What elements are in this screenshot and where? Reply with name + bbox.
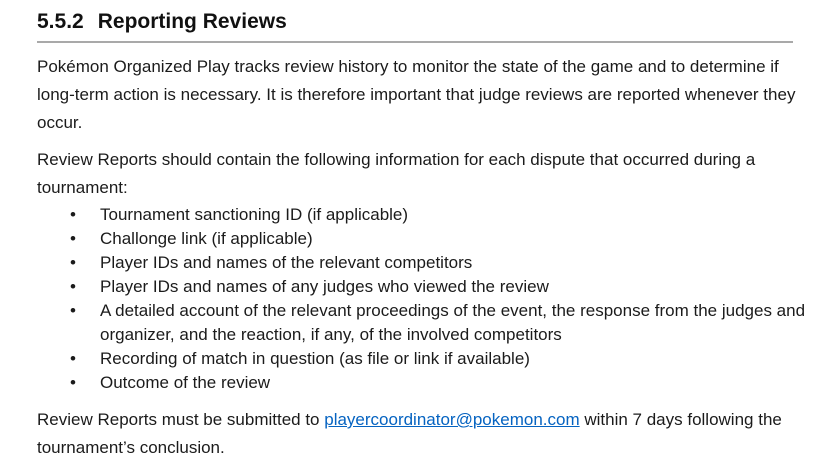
bullet-icon: • <box>70 205 76 224</box>
bullet-text: Tournament sanctioning ID (if applicable) <box>100 205 409 224</box>
text-line: Pokémon Organized Play tracks review history to monitor the state of the game and to determine if <box>37 57 779 76</box>
text-line: tournament’s conclusion. <box>37 438 225 457</box>
heading-rule <box>37 9 793 43</box>
bullet-text: Recording of match in question (as file or link if available) <box>100 349 530 368</box>
closing-text-before: Review Reports must be submitted to <box>37 410 325 429</box>
bullet-list <box>37 203 832 395</box>
closing-text-after: within 7 days following the <box>579 410 782 429</box>
bullet-item <box>37 251 832 275</box>
closing-paragraph <box>37 406 832 462</box>
bullet-text: A detailed account of the relevant proceedings of the event, the response from the judges and <box>100 301 806 320</box>
text-line: long-term action is necessary. It is therefore important that judge reviews are reported whenever they <box>37 85 796 104</box>
bullet-text: Challonge link (if applicable) <box>100 229 313 248</box>
bullet-item <box>37 347 832 371</box>
intro-paragraph <box>37 53 832 137</box>
bullet-item <box>37 371 832 395</box>
section-title: Reporting Reviews <box>97 10 287 33</box>
section-heading <box>37 9 793 35</box>
text-line <box>37 406 832 434</box>
bullet-icon: • <box>70 277 76 296</box>
bullet-item <box>37 203 832 227</box>
bullet-icon: • <box>70 301 76 320</box>
section-number: 5.5.2 <box>37 10 84 33</box>
bullet-icon: • <box>70 253 76 272</box>
bullet-text: Player IDs and names of any judges who viewed the review <box>100 277 549 296</box>
bullet-item <box>37 299 832 347</box>
text-line: occur. <box>37 113 83 132</box>
bullet-text: Player IDs and names of the relevant competitors <box>100 253 473 272</box>
bullet-text: Outcome of the review <box>100 373 271 392</box>
bullet-item <box>37 275 832 299</box>
text-line: Review Reports should contain the following information for each dispute that occurred during a <box>37 150 756 169</box>
email-link[interactable]: playercoordinator@pokemon.com <box>324 410 580 429</box>
bullet-item <box>37 227 832 251</box>
list-intro-paragraph <box>37 146 832 202</box>
bullet-icon: • <box>70 229 76 248</box>
text-line: tournament: <box>37 178 128 197</box>
bullet-icon: • <box>70 349 76 368</box>
bullet-text: organizer, and the reaction, if any, of the involved competitors <box>100 325 562 344</box>
bullet-icon: • <box>70 373 76 392</box>
